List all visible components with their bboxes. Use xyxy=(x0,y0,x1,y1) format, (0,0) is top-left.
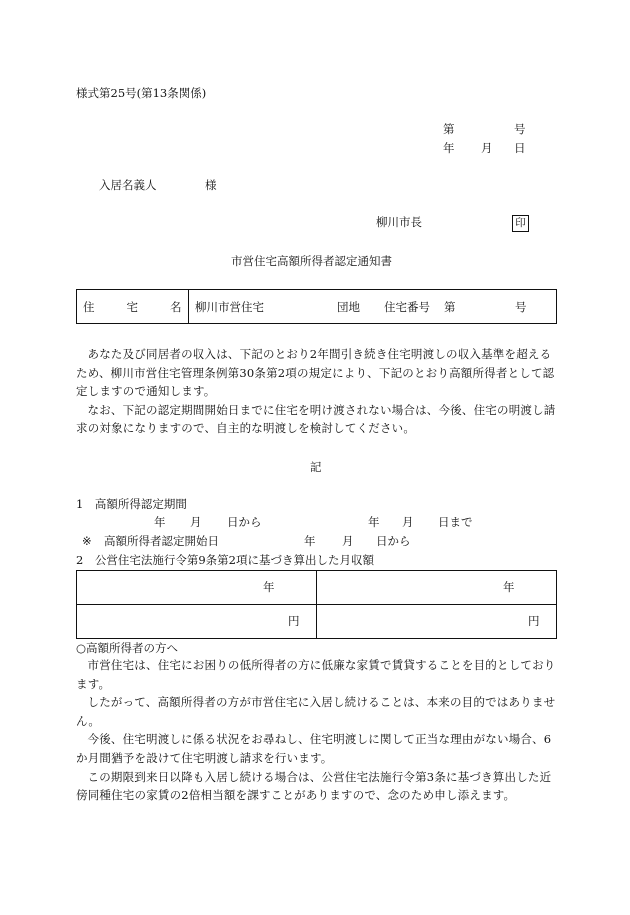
ki-heading: 記 xyxy=(310,460,322,474)
notice-text xyxy=(76,656,558,805)
start-date-day: 日から xyxy=(376,534,411,548)
housing-name-value: 柳川市営住宅 xyxy=(195,300,264,314)
addressee-honorific: 様 xyxy=(205,178,217,192)
body-paragraph-2: なお、下記の認定期間開始日までに住宅を明け渡されない場合は、今後、住宅の明渡し請求の対象になりますので、自主的な明渡しを検討してください。 xyxy=(76,402,556,435)
document-title: 市営住宅高額所得者認定通知書 xyxy=(231,254,392,268)
notice-paragraph-2: したがって、高額所得者の方が市営住宅に入居し続けることは、本来の目的ではありません。 xyxy=(76,695,556,728)
unit-number-suffix: 号 xyxy=(515,300,527,314)
start-date-label: 高額所得者認定開始日 xyxy=(104,534,219,548)
period-to-year: 年 xyxy=(368,515,380,529)
sender-name: 柳川市長 xyxy=(376,215,422,229)
start-date-year: 年 xyxy=(304,534,316,548)
notice-paragraph-1: 市営住宅は、住宅にお困りの低所得者の方に低廉な家賃で賃貸することを目的としております。 xyxy=(76,658,556,691)
income-col2-year: 年 xyxy=(503,580,515,594)
unit-number-prefix: 第 xyxy=(444,300,456,314)
notice-paragraph-4: この期限到来日以降も入居し続ける場合は、公営住宅法施行令第3条に基づき算出した近傍同種住宅の家賃の2倍相当額を課すことがありますので、念のため申し添えます。 xyxy=(76,769,552,803)
section1-heading: 1 高額所得認定期間 xyxy=(76,497,187,511)
seal-stamp-box: 印 xyxy=(512,215,529,232)
income-col2-yen: 円 xyxy=(528,614,540,628)
housing-table-divider xyxy=(188,289,189,324)
income-table-row-divider xyxy=(76,604,557,605)
period-from-day: 日から xyxy=(227,515,262,529)
body-text xyxy=(76,345,558,438)
notice-paragraph-3: 今後、住宅明渡しに係る状況をお尋ねし、住宅明渡しに関して正当な理由がない場合、6か月間猶予を設けて住宅明渡し請求を行います。 xyxy=(76,732,552,765)
start-date-month: 月 xyxy=(342,534,354,548)
document-number-prefix: 第 xyxy=(443,122,455,136)
period-to-day: 日まで xyxy=(438,515,473,529)
note-mark: ※ xyxy=(82,534,92,548)
period-to-month: 月 xyxy=(402,515,414,529)
period-from-year: 年 xyxy=(154,515,166,529)
document-number-suffix: 号 xyxy=(514,122,526,136)
date-year: 年 xyxy=(443,141,455,155)
date-month: 月 xyxy=(481,141,493,155)
unit-number-label: 住宅番号 xyxy=(384,300,430,314)
housing-name-label: 住 宅 名 xyxy=(83,300,185,314)
period-from-month: 月 xyxy=(190,515,202,529)
notice-heading: ○高額所得者の方へ xyxy=(76,641,179,655)
addressee-label: 入居名義人 xyxy=(99,178,157,192)
body-paragraph-1: あなた及び同居者の収入は、下記のとおり2年間引き続き住宅明渡しの収入基準を超えるため、柳川市営住宅管理条例第30条第2項の規定により、下記のとおり高額所得者として認定しますので通知します。 xyxy=(76,347,555,398)
complex-label: 団地 xyxy=(337,300,360,314)
date-day: 日 xyxy=(514,141,526,155)
form-number: 様式第25号(第13条関係) xyxy=(76,86,207,100)
income-col1-yen: 円 xyxy=(288,614,300,628)
income-col1-year: 年 xyxy=(263,580,275,594)
section2-heading: 2 公営住宅法施行令第9条第2項に基づき算出した月収額 xyxy=(76,553,374,567)
